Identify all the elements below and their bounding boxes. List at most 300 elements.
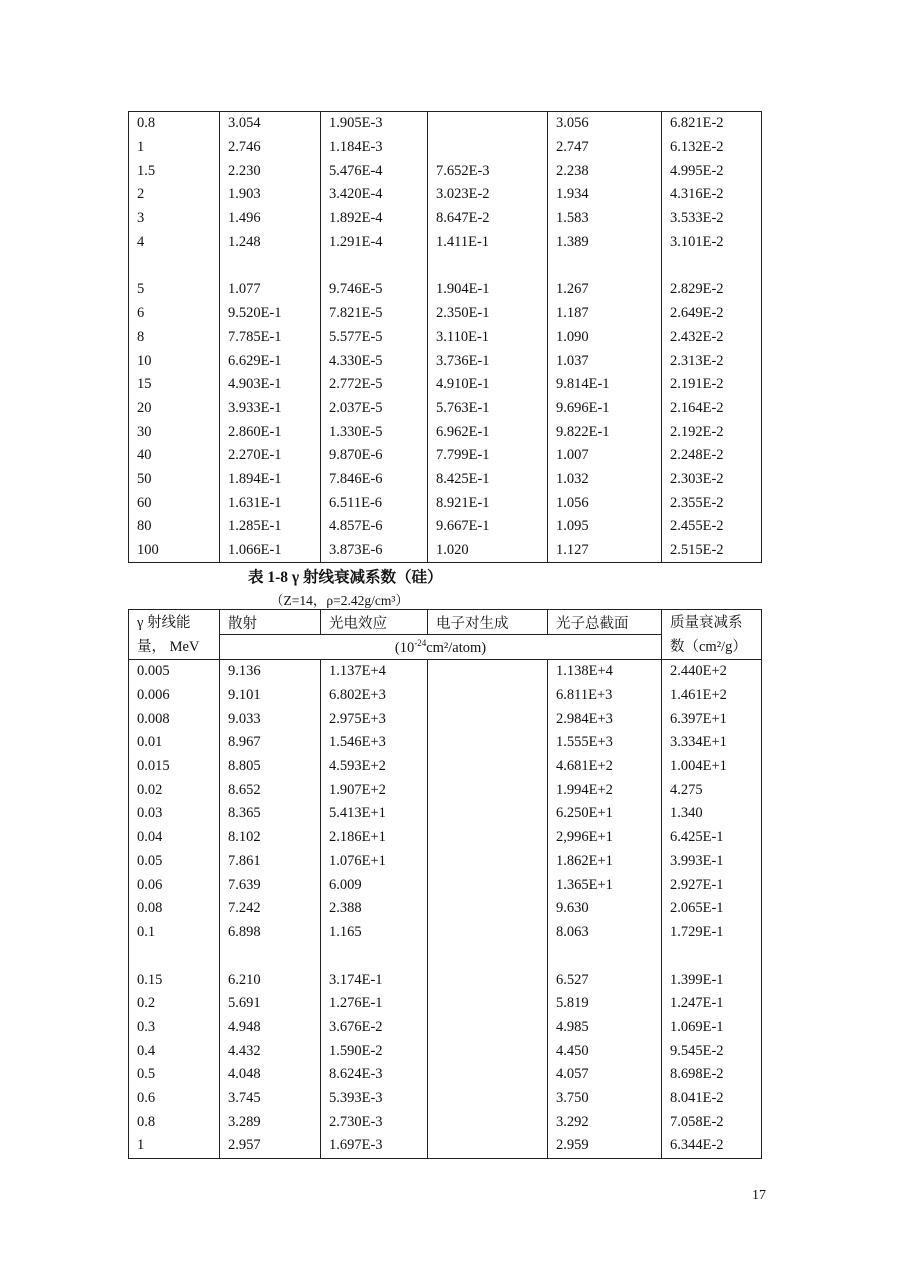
table-cell: 2.772E-5 — [321, 373, 428, 397]
table-cell: 2.432E-2 — [662, 326, 762, 350]
table-cell: 0.3 — [129, 1016, 220, 1040]
header-pair-production: 电子对生成 — [428, 610, 548, 635]
table-cell — [428, 684, 548, 708]
table-cell: 3.289 — [220, 1110, 321, 1134]
table-cell — [428, 707, 548, 731]
table-cell: 1.069E-1 — [662, 1016, 762, 1040]
table-cell — [428, 1134, 548, 1158]
table-cell — [428, 1016, 548, 1040]
table-cell — [428, 731, 548, 755]
table-row — [129, 112, 762, 136]
table-cell — [428, 1063, 548, 1087]
table-cell: 3.110E-1 — [428, 326, 548, 350]
table-cell: 1.291E-4 — [321, 230, 428, 254]
table-cell: 4.450 — [548, 1039, 662, 1063]
table-cell: 0.8 — [129, 1110, 220, 1134]
table-cell — [428, 850, 548, 874]
table-cell: 1.365E+1 — [548, 873, 662, 897]
table-cell: 9.667E-1 — [428, 515, 548, 539]
table-cell: 0.5 — [129, 1063, 220, 1087]
table-cell: 6.802E+3 — [321, 684, 428, 708]
table-row — [129, 207, 762, 231]
table-row — [129, 850, 762, 874]
table-cell — [548, 944, 662, 968]
data-table-continued — [128, 111, 762, 563]
table-row — [129, 1134, 762, 1158]
table-cell: 1.004E+1 — [662, 755, 762, 779]
table-cell: 2.313E-2 — [662, 349, 762, 373]
table-row — [129, 1087, 762, 1111]
table-cell: 9.870E-6 — [321, 444, 428, 468]
table-row — [129, 660, 762, 684]
table-cell: 1.590E-2 — [321, 1039, 428, 1063]
table-cell: 1.340 — [662, 802, 762, 826]
table-cell: 5.577E-5 — [321, 326, 428, 350]
table-cell: 6.397E+1 — [662, 707, 762, 731]
table-cell: 4.910E-1 — [428, 373, 548, 397]
table-row — [129, 731, 762, 755]
table-row — [129, 183, 762, 207]
table-cell: 2.248E-2 — [662, 444, 762, 468]
table-cell: 1.583 — [548, 207, 662, 231]
table-cell: 6.527 — [548, 968, 662, 992]
table-cell: 1.090 — [548, 326, 662, 350]
table-cell: 40 — [129, 444, 220, 468]
table-cell — [428, 254, 548, 278]
table-cell: 2.388 — [321, 897, 428, 921]
table-cell — [428, 755, 548, 779]
table-row — [129, 897, 762, 921]
table-cell: 8.063 — [548, 921, 662, 945]
header-energy-line1: γ 射线能 — [137, 614, 191, 631]
table-cell: 2.164E-2 — [662, 397, 762, 421]
unit-rest: cm²/atom) — [426, 639, 487, 656]
table-row — [129, 491, 762, 515]
table-cell: 1.631E-1 — [220, 491, 321, 515]
table-cell: 4.330E-5 — [321, 349, 428, 373]
table-cell — [321, 254, 428, 278]
table-cell: 3.533E-2 — [662, 207, 762, 231]
table-row — [129, 444, 762, 468]
table-cell: 1.907E+2 — [321, 778, 428, 802]
table-cell: 0.04 — [129, 826, 220, 850]
table-cell: 1.056 — [548, 491, 662, 515]
table-cell: 3.023E-2 — [428, 183, 548, 207]
table-cell: 5.819 — [548, 992, 662, 1016]
table-cell: 2.186E+1 — [321, 826, 428, 850]
table-cell: 2.957 — [220, 1134, 321, 1158]
table-cell — [428, 660, 548, 684]
header-photoelectric: 光电效应 — [321, 610, 428, 635]
table-cell: 8.624E-3 — [321, 1063, 428, 1087]
table-row — [129, 420, 762, 444]
table-cell: 9.746E-5 — [321, 278, 428, 302]
table-cell: 80 — [129, 515, 220, 539]
table-cell: 1.5 — [129, 159, 220, 183]
table-cell: 4.275 — [662, 778, 762, 802]
table-cell — [428, 944, 548, 968]
table-row — [129, 254, 762, 278]
table-cell: 2.515E-2 — [662, 539, 762, 563]
table-cell: 0.06 — [129, 873, 220, 897]
table-cell: 2.192E-2 — [662, 420, 762, 444]
table-row — [129, 684, 762, 708]
table-cell: 1.892E-4 — [321, 207, 428, 231]
table-cell: 2 — [129, 183, 220, 207]
table-cell — [428, 1039, 548, 1063]
table-cell: 30 — [129, 420, 220, 444]
table-cell: 3.101E-2 — [662, 230, 762, 254]
table-cell: 1.267 — [548, 278, 662, 302]
table-cell: 9.630 — [548, 897, 662, 921]
table-cell: 8.102 — [220, 826, 321, 850]
table-row — [129, 707, 762, 731]
table-cell: 7.785E-1 — [220, 326, 321, 350]
table-cell: 7.242 — [220, 897, 321, 921]
table-cell: 6.629E-1 — [220, 349, 321, 373]
table-cell: 50 — [129, 468, 220, 492]
table-cell: 8.647E-2 — [428, 207, 548, 231]
table-cell — [548, 254, 662, 278]
table-cell: 1.934 — [548, 183, 662, 207]
table-cell: 0.15 — [129, 968, 220, 992]
table-cell: 8.805 — [220, 755, 321, 779]
table-cell: 8.652 — [220, 778, 321, 802]
table-cell — [428, 112, 548, 136]
header-mass-attenuation — [662, 610, 762, 660]
table-cell: 1.411E-1 — [428, 230, 548, 254]
table-cell: 9.101 — [220, 684, 321, 708]
table-cell: 4.681E+2 — [548, 755, 662, 779]
table-cell: 4.593E+2 — [321, 755, 428, 779]
header-unit — [220, 635, 662, 660]
table-row — [129, 326, 762, 350]
table-cell: 2.747 — [548, 136, 662, 160]
table-cell: 9.033 — [220, 707, 321, 731]
table-cell: 1.389 — [548, 230, 662, 254]
table-row — [129, 1063, 762, 1087]
table-cell: 2.746 — [220, 136, 321, 160]
table-cell: 3.054 — [220, 112, 321, 136]
table-cell: 3.174E-1 — [321, 968, 428, 992]
header-mass-line2: 数（cm²/g） — [670, 638, 747, 655]
table-cell: 9.822E-1 — [548, 420, 662, 444]
table-cell: 8.041E-2 — [662, 1087, 762, 1111]
table-cell: 4.948 — [220, 1016, 321, 1040]
table-cell: 1.461E+2 — [662, 684, 762, 708]
table-row — [129, 397, 762, 421]
table-row — [129, 373, 762, 397]
table-cell: 7.799E-1 — [428, 444, 548, 468]
table-cell: 0.02 — [129, 778, 220, 802]
table-cell: 9.136 — [220, 660, 321, 684]
table-cell: 1.862E+1 — [548, 850, 662, 874]
table-cell: 7.846E-6 — [321, 468, 428, 492]
table-cell: 1.555E+3 — [548, 731, 662, 755]
table-cell: 2.455E-2 — [662, 515, 762, 539]
table-row — [129, 302, 762, 326]
table-cell: 4.048 — [220, 1063, 321, 1087]
table-cell: 1.248 — [220, 230, 321, 254]
table-row — [129, 921, 762, 945]
table-cell: 0.01 — [129, 731, 220, 755]
table-cell: 6.425E-1 — [662, 826, 762, 850]
table-cell: 8 — [129, 326, 220, 350]
table-cell: 0.08 — [129, 897, 220, 921]
table-cell: 1.137E+4 — [321, 660, 428, 684]
table-cell: 20 — [129, 397, 220, 421]
table-cell: 3.993E-1 — [662, 850, 762, 874]
table-row — [129, 278, 762, 302]
table-cell: 2.238 — [548, 159, 662, 183]
header-energy — [129, 610, 220, 660]
table-body — [129, 660, 762, 1159]
table-cell: 8.921E-1 — [428, 491, 548, 515]
table-cell: 6.250E+1 — [548, 802, 662, 826]
table-cell: 1.697E-3 — [321, 1134, 428, 1158]
table-cell: 1.330E-5 — [321, 420, 428, 444]
table-row — [129, 515, 762, 539]
table-cell: 1.496 — [220, 207, 321, 231]
table-cell: 2.191E-2 — [662, 373, 762, 397]
table-row — [129, 1110, 762, 1134]
table-cell: 5.393E-3 — [321, 1087, 428, 1111]
header-energy-line2: 量， MeV — [137, 638, 200, 655]
table-cell: 1.285E-1 — [220, 515, 321, 539]
unit-base: (10 — [394, 639, 415, 656]
table-header — [129, 610, 762, 660]
table-cell: 1.138E+4 — [548, 660, 662, 684]
table-cell: 2.927E-1 — [662, 873, 762, 897]
table-cell: 5.476E-4 — [321, 159, 428, 183]
table-cell: 6.344E-2 — [662, 1134, 762, 1158]
table-row — [129, 159, 762, 183]
table-row — [129, 1039, 762, 1063]
table-cell: 6.511E-6 — [321, 491, 428, 515]
table-cell — [662, 254, 762, 278]
table-cell — [129, 944, 220, 968]
table-row — [129, 230, 762, 254]
table-cell: 1.729E-1 — [662, 921, 762, 945]
table-cell: 8.425E-1 — [428, 468, 548, 492]
table-cell: 2.860E-1 — [220, 420, 321, 444]
table-cell: 1.127 — [548, 539, 662, 563]
table-cell: 5.763E-1 — [428, 397, 548, 421]
table-cell: 0.005 — [129, 660, 220, 684]
table-cell: 7.821E-5 — [321, 302, 428, 326]
table-cell: 1.187 — [548, 302, 662, 326]
table-cell: 1.399E-1 — [662, 968, 762, 992]
table-cell: 1.903 — [220, 183, 321, 207]
table-cell: 100 — [129, 539, 220, 563]
table-cell: 0.4 — [129, 1039, 220, 1063]
table-cell — [428, 136, 548, 160]
table-cell: 2.984E+3 — [548, 707, 662, 731]
table-cell — [428, 802, 548, 826]
table-cell: 1.165 — [321, 921, 428, 945]
table-cell: 2.303E-2 — [662, 468, 762, 492]
table-row — [129, 968, 762, 992]
table-cell: 2.730E-3 — [321, 1110, 428, 1134]
table-cell — [428, 1087, 548, 1111]
header-mass-line1: 质量衰减系 — [670, 614, 743, 631]
table-cell: 0.8 — [129, 112, 220, 136]
table-cell: 3.933E-1 — [220, 397, 321, 421]
header-total-cross-section: 光子总截面 — [548, 610, 662, 635]
table-cell: 2.350E-1 — [428, 302, 548, 326]
table-cell: 3.334E+1 — [662, 731, 762, 755]
table-cell: 1.037 — [548, 349, 662, 373]
table-cell: 4.995E-2 — [662, 159, 762, 183]
table-cell — [321, 944, 428, 968]
table-cell: 1.032 — [548, 468, 662, 492]
table-cell: 8.698E-2 — [662, 1063, 762, 1087]
table-cell: 9.696E-1 — [548, 397, 662, 421]
table-cell: 1.894E-1 — [220, 468, 321, 492]
table-cell: 6.009 — [321, 873, 428, 897]
table-cell: 4.316E-2 — [662, 183, 762, 207]
table-title: 表 1-8 γ 射线衰减系数（硅） — [248, 569, 443, 586]
table-cell: 1.546E+3 — [321, 731, 428, 755]
table-cell: 1.077 — [220, 278, 321, 302]
table-cell: 60 — [129, 491, 220, 515]
table-cell: 2.440E+2 — [662, 660, 762, 684]
table-cell: 2.065E-1 — [662, 897, 762, 921]
table-cell: 0.015 — [129, 755, 220, 779]
data-table-silicon — [128, 609, 762, 1159]
table-cell — [662, 944, 762, 968]
table-cell — [428, 992, 548, 1016]
table-row — [129, 802, 762, 826]
table-row — [129, 873, 762, 897]
table-cell: 4.432 — [220, 1039, 321, 1063]
table-cell — [428, 873, 548, 897]
table-cell: 2.829E-2 — [662, 278, 762, 302]
header-scatter: 散射 — [220, 610, 321, 635]
table-cell: 3.736E-1 — [428, 349, 548, 373]
table-cell: 0.006 — [129, 684, 220, 708]
table-cell: 6.962E-1 — [428, 420, 548, 444]
table-cell — [220, 254, 321, 278]
table-cell: 3 — [129, 207, 220, 231]
table-cell: 5 — [129, 278, 220, 302]
table-cell — [428, 778, 548, 802]
table-cell: 1.994E+2 — [548, 778, 662, 802]
table-row — [129, 992, 762, 1016]
table-cell — [428, 968, 548, 992]
table-cell: 1.076E+1 — [321, 850, 428, 874]
table-cell: 4.057 — [548, 1063, 662, 1087]
table-body — [129, 112, 762, 563]
table-row — [129, 826, 762, 850]
table-row — [129, 539, 762, 563]
table-cell — [428, 897, 548, 921]
table-cell: 1.095 — [548, 515, 662, 539]
table-subtitle: （Z=14，ρ=2.42g/cm³） — [270, 593, 409, 608]
table-cell: 2.037E-5 — [321, 397, 428, 421]
table-cell: 7.861 — [220, 850, 321, 874]
table-cell: 0.008 — [129, 707, 220, 731]
table-row — [129, 1016, 762, 1040]
table-cell: 6.210 — [220, 968, 321, 992]
table-cell: 2.649E-2 — [662, 302, 762, 326]
table-cell: 2.959 — [548, 1134, 662, 1158]
table-cell: 2,996E+1 — [548, 826, 662, 850]
table-cell: 3.745 — [220, 1087, 321, 1111]
table-cell: 3.873E-6 — [321, 539, 428, 563]
table-cell: 5.691 — [220, 992, 321, 1016]
table-cell — [129, 254, 220, 278]
table-cell: 7.652E-3 — [428, 159, 548, 183]
table-cell: 1.904E-1 — [428, 278, 548, 302]
table-cell: 1.276E-1 — [321, 992, 428, 1016]
unit-exponent: -24 — [414, 637, 427, 648]
table-cell: 10 — [129, 349, 220, 373]
table-cell: 0.6 — [129, 1087, 220, 1111]
table-cell: 9.814E-1 — [548, 373, 662, 397]
table-row — [129, 349, 762, 373]
table-cell: 1 — [129, 136, 220, 160]
table-cell: 1.020 — [428, 539, 548, 563]
table-cell: 8.365 — [220, 802, 321, 826]
table-cell — [428, 921, 548, 945]
table-row — [129, 778, 762, 802]
table-cell — [220, 944, 321, 968]
table-cell: 1.007 — [548, 444, 662, 468]
table-cell: 6.811E+3 — [548, 684, 662, 708]
table-cell: 1.184E-3 — [321, 136, 428, 160]
table-cell: 0.1 — [129, 921, 220, 945]
table-cell: 9.520E-1 — [220, 302, 321, 326]
table-cell: 6 — [129, 302, 220, 326]
table-cell: 15 — [129, 373, 220, 397]
table-cell: 2.355E-2 — [662, 491, 762, 515]
table-cell: 2.270E-1 — [220, 444, 321, 468]
table-cell: 3.750 — [548, 1087, 662, 1111]
table-cell: 6.132E-2 — [662, 136, 762, 160]
table-cell: 7.639 — [220, 873, 321, 897]
table-cell: 2.975E+3 — [321, 707, 428, 731]
table-cell: 3.676E-2 — [321, 1016, 428, 1040]
table-row — [129, 468, 762, 492]
table-cell: 0.05 — [129, 850, 220, 874]
table-cell: 1.247E-1 — [662, 992, 762, 1016]
table-cell: 5.413E+1 — [321, 802, 428, 826]
page-number: 17 — [752, 1188, 766, 1203]
table-row — [129, 136, 762, 160]
table-cell — [428, 826, 548, 850]
table-cell — [428, 1110, 548, 1134]
table-cell: 9.545E-2 — [662, 1039, 762, 1063]
table-cell: 4.857E-6 — [321, 515, 428, 539]
table-row — [129, 755, 762, 779]
table-cell: 1.905E-3 — [321, 112, 428, 136]
table-cell: 4.903E-1 — [220, 373, 321, 397]
table-cell: 1 — [129, 1134, 220, 1158]
table-cell: 2.230 — [220, 159, 321, 183]
table-cell: 0.03 — [129, 802, 220, 826]
table-row — [129, 944, 762, 968]
table-cell: 3.056 — [548, 112, 662, 136]
table-cell: 4 — [129, 230, 220, 254]
table-cell: 7.058E-2 — [662, 1110, 762, 1134]
table-cell: 8.967 — [220, 731, 321, 755]
table-cell: 6.898 — [220, 921, 321, 945]
table-cell: 1.066E-1 — [220, 539, 321, 563]
table-cell: 4.985 — [548, 1016, 662, 1040]
table-cell: 3.292 — [548, 1110, 662, 1134]
table-cell: 6.821E-2 — [662, 112, 762, 136]
